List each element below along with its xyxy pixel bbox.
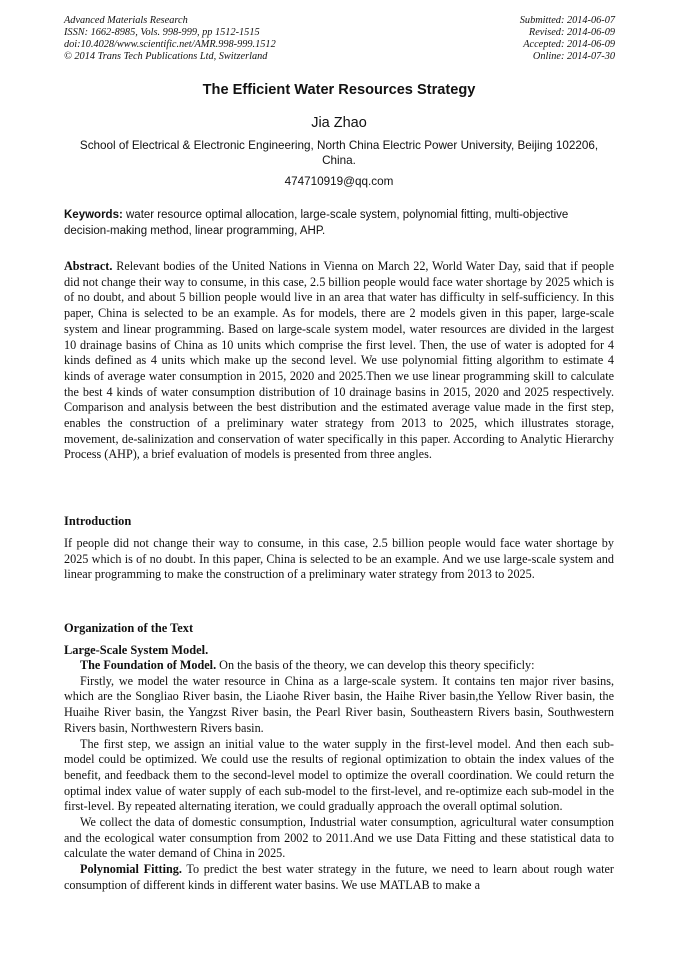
keywords bbox=[64, 208, 614, 239]
abstract-text: Relevant bodies of the United Nations in Vienna on March 22, World Water Day, said that if people did not change their way to consume, in this case, 2.5 billion people would face water shortage by 2025 which is of no doubt, and about 5 billion people would live in an area that water has difficulty in self-sufficiency. In this paper, China is selected to be an example. As for models, there are 2 models given in this paper, large-scale system and linear programming. Based on large-scale system model, water resources are divided in the largest 10 drainage basins of China as 10 units which comprise the first level. Then, the use of water is adopted for 4 kinds defined as 4 units which make up the second level. We use polynomial fitting algorithm to estimate 4 kinds of average water consumption in 2015, 2020 and 2025.Then we use linear programming skill to calculate the best 4 kinds of water consumption distribution of 10 drainage basins in 2015, 2020 and 2025 respectively. Comparison and analysis between the best distribution and the estimated average value made in the first step, enables the construction of a preliminary water strategy from 2013 to 2025, which illustrates storage, movement, de-salinization and conservation of water specifically in this paper. According to Analytic Hierarchy Process (AHP), a brief evaluation of models is presented from three angles. bbox=[64, 259, 614, 462]
keywords-text: water resource optimal allocation, large-scale system, polynomial fitting, multi-objective decision-making method, linear programming, AHP. bbox=[64, 209, 569, 237]
author-email[interactable]: 474710919@qq.com bbox=[284, 175, 394, 188]
issn-line: ISSN: 1662-8985, Vols. 998-999, pp 1512-1515 bbox=[64, 27, 260, 38]
journal-header-left bbox=[64, 15, 276, 63]
journal-name: Advanced Materials Research bbox=[64, 15, 188, 26]
paper-title: The Efficient Water Resources Strategy bbox=[202, 82, 476, 98]
foundation-text: On the basis of the theory, we can develop this theory specificly: bbox=[216, 658, 535, 672]
data-collection-paragraph: We collect the data of domestic consumption, Industrial water consumption, agricultural water consumption and the ecological water consumption from 2002 to 2011.And we use Data Fitting and these statistical data to calculate the water demand of China in 2025. bbox=[64, 815, 614, 861]
organization-body bbox=[64, 658, 614, 894]
accepted-date: Accepted: 2014-06-09 bbox=[523, 39, 615, 50]
author-affiliation: School of Electrical & Electronic Engineering, North China Electric Power University, Beijing 102206, China. bbox=[79, 139, 599, 167]
keywords-label: Keywords: bbox=[64, 209, 123, 221]
abstract bbox=[64, 259, 614, 463]
introduction-heading: Introduction bbox=[64, 514, 132, 528]
organization-heading: Organization of the Text bbox=[64, 621, 194, 635]
journal-header-right bbox=[520, 15, 615, 63]
foundation-label: The Foundation of Model. bbox=[80, 658, 217, 672]
copyright-line: © 2014 Trans Tech Publications Ltd, Switzerland bbox=[64, 51, 268, 62]
river-basins-paragraph: Firstly, we model the water resource in China as a large-scale system. It contains ten major river basins, which are the Songliao River basin, the Liaohe River basin, the Haihe River basin,the Yellow River basin, the Huaihe River basin, the Yangzst River basin, the Pearl River basin, Southeastern Rivers basin, Southwestern Rivers basin, Northwestern Rivers basin. bbox=[64, 673, 614, 735]
abstract-label: Abstract. bbox=[64, 259, 113, 273]
introduction-text: If people did not change their way to consume, in this case, 2.5 billion people would face water shortage by 2025 which is of no doubt. In this paper, China is selected to be an example. And we use large-scale system and linear programming to make the construction of a preliminary water strategy from 2013 to 2025. bbox=[64, 536, 614, 582]
iteration-paragraph: The first step, we assign an initial value to the water supply in the first-level model. And then each sub-model could be optimized. We could use the results of regional optimization to obtain the index values of the benefit, and feedback them to the second-level model to optimize the overall coordination. We could return the optimal index value of water supply of each sub-model to the first-level, and re-optimize each sub-model in the first-level. By repeated alternating iteration, we could gradually approach the overall optimal solution. bbox=[64, 736, 614, 814]
author-name: Jia Zhao bbox=[311, 115, 367, 131]
polynomial-text: To predict the best water strategy in the future, we need to learn about rough water consumption of different kinds in different water basins. We use MATLAB to make a bbox=[64, 862, 614, 892]
polynomial-label: Polynomial Fitting. bbox=[80, 862, 182, 877]
revised-date: Revised: 2014-06-09 bbox=[528, 27, 615, 38]
large-scale-heading: Large-Scale System Model. bbox=[64, 643, 209, 657]
online-date: Online: 2014-07-30 bbox=[532, 51, 615, 62]
doi-line[interactable]: doi:10.4028/www.scientific.net/AMR.998-999.1512 bbox=[64, 39, 276, 50]
polynomial-paragraph bbox=[64, 862, 614, 893]
foundation-paragraph bbox=[64, 658, 614, 674]
introduction-body bbox=[64, 536, 614, 583]
submitted-date: Submitted: 2014-06-07 bbox=[519, 15, 615, 26]
